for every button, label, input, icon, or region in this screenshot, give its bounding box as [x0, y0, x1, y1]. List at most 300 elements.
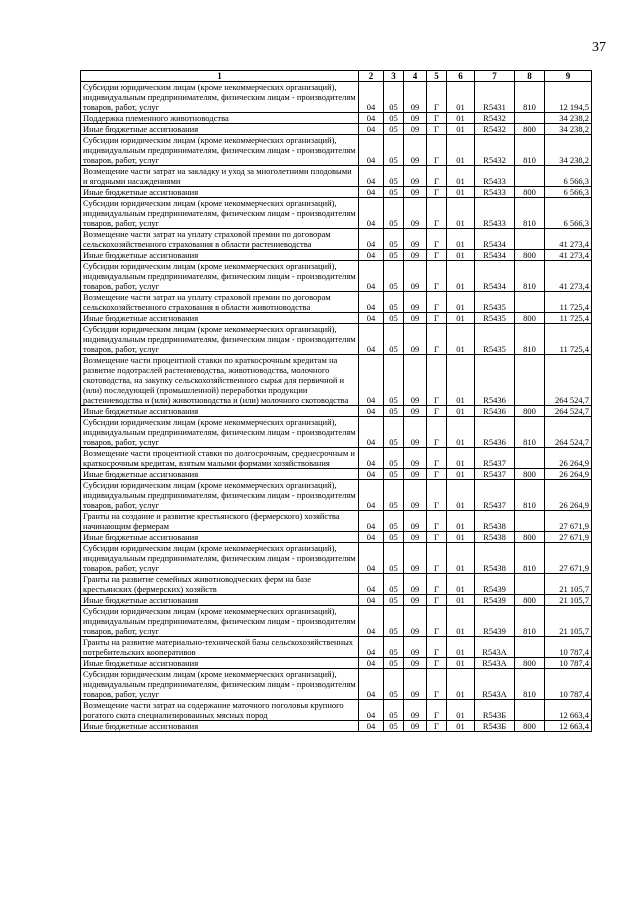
event-code: 01 — [447, 355, 475, 406]
column-header: 2 — [359, 71, 384, 82]
program-code: 09 — [404, 198, 427, 229]
program-code: 09 — [404, 721, 427, 732]
expense-type-code: 800 — [515, 469, 545, 480]
subprogram-code: Г — [427, 324, 447, 355]
event-code: 01 — [447, 124, 475, 135]
table-row — [81, 324, 592, 355]
expense-type-code — [515, 574, 545, 595]
subsection-code: 05 — [384, 480, 404, 511]
event-code: 01 — [447, 198, 475, 229]
amount: 34 238,2 — [545, 135, 592, 166]
table-row — [81, 595, 592, 606]
section-code: 04 — [359, 406, 384, 417]
subprogram-code: Г — [427, 82, 447, 113]
subsection-code: 05 — [384, 637, 404, 658]
target-code: R5436 — [475, 417, 515, 448]
event-code: 01 — [447, 261, 475, 292]
amount: 11 725,4 — [545, 292, 592, 313]
target-code: R5435 — [475, 324, 515, 355]
target-code: R543Б — [475, 721, 515, 732]
section-code: 04 — [359, 637, 384, 658]
subsection-code: 05 — [384, 198, 404, 229]
amount: 6 566,3 — [545, 198, 592, 229]
program-code: 09 — [404, 229, 427, 250]
event-code: 01 — [447, 82, 475, 113]
program-code: 09 — [404, 313, 427, 324]
table-row — [81, 292, 592, 313]
subsection-code: 05 — [384, 406, 404, 417]
target-code: R5432 — [475, 135, 515, 166]
expense-type-code — [515, 700, 545, 721]
column-header: 7 — [475, 71, 515, 82]
event-code: 01 — [447, 543, 475, 574]
section-code: 04 — [359, 543, 384, 574]
section-code: 04 — [359, 658, 384, 669]
target-code: R5432 — [475, 113, 515, 124]
event-code: 01 — [447, 480, 475, 511]
amount: 264 524,7 — [545, 355, 592, 406]
row-label: Возмещение части процентной ставки по долгосрочным, среднесрочным и краткосрочным кредитам, взятым малыми формами хозяйствования — [81, 448, 359, 469]
section-code: 04 — [359, 82, 384, 113]
subprogram-code: Г — [427, 313, 447, 324]
expense-type-code: 800 — [515, 595, 545, 606]
table-row — [81, 637, 592, 658]
expense-type-code: 810 — [515, 198, 545, 229]
expense-type-code: 800 — [515, 532, 545, 543]
row-label: Субсидии юридическим лицам (кроме некоммерческих организаций), индивидуальным предпринимателям, физическим лицам - производителям товаров, работ, услуг — [81, 135, 359, 166]
row-label: Возмещение части затрат на закладку и уход за многолетними плодовыми и ягодными насаждениями — [81, 166, 359, 187]
amount: 26 264,9 — [545, 480, 592, 511]
amount: 41 273,4 — [545, 229, 592, 250]
subsection-code: 05 — [384, 324, 404, 355]
expense-type-code — [515, 355, 545, 406]
subprogram-code: Г — [427, 229, 447, 250]
amount: 21 105,7 — [545, 595, 592, 606]
subsection-code: 05 — [384, 700, 404, 721]
row-label: Поддержка племенного животноводства — [81, 113, 359, 124]
table-row — [81, 532, 592, 543]
expense-type-code: 800 — [515, 313, 545, 324]
subprogram-code: Г — [427, 261, 447, 292]
target-code: R5439 — [475, 606, 515, 637]
target-code: R5433 — [475, 166, 515, 187]
program-code: 09 — [404, 574, 427, 595]
event-code: 01 — [447, 469, 475, 480]
table-row — [81, 355, 592, 406]
subprogram-code: Г — [427, 448, 447, 469]
program-code: 09 — [404, 448, 427, 469]
subsection-code: 05 — [384, 606, 404, 637]
subsection-code: 05 — [384, 261, 404, 292]
target-code: R5438 — [475, 511, 515, 532]
target-code: R5436 — [475, 406, 515, 417]
program-code: 09 — [404, 595, 427, 606]
row-label: Субсидии юридическим лицам (кроме некоммерческих организаций), индивидуальным предпринимателям, физическим лицам - производителям товаров, работ, услуг — [81, 198, 359, 229]
target-code: R5437 — [475, 448, 515, 469]
amount: 10 787,4 — [545, 658, 592, 669]
column-header: 6 — [447, 71, 475, 82]
target-code: R5435 — [475, 313, 515, 324]
program-code: 09 — [404, 166, 427, 187]
section-code: 04 — [359, 669, 384, 700]
subprogram-code: Г — [427, 292, 447, 313]
program-code: 09 — [404, 250, 427, 261]
row-label: Иные бюджетные ассигнования — [81, 187, 359, 198]
row-label: Субсидии юридическим лицам (кроме некоммерческих организаций), индивидуальным предпринимателям, физическим лицам - производителям товаров, работ, услуг — [81, 324, 359, 355]
target-code: R5436 — [475, 355, 515, 406]
program-code: 09 — [404, 511, 427, 532]
amount: 11 725,4 — [545, 313, 592, 324]
row-label: Иные бюджетные ассигнования — [81, 658, 359, 669]
expense-type-code — [515, 113, 545, 124]
expense-type-code: 800 — [515, 187, 545, 198]
row-label: Субсидии юридическим лицам (кроме некоммерческих организаций), индивидуальным предпринимателям, физическим лицам - производителям товаров, работ, услуг — [81, 480, 359, 511]
program-code: 09 — [404, 532, 427, 543]
program-code: 09 — [404, 135, 427, 166]
program-code: 09 — [404, 480, 427, 511]
row-label: Иные бюджетные ассигнования — [81, 721, 359, 732]
amount: 26 264,9 — [545, 469, 592, 480]
event-code: 01 — [447, 417, 475, 448]
table-row — [81, 406, 592, 417]
amount: 27 671,9 — [545, 532, 592, 543]
subsection-code: 05 — [384, 721, 404, 732]
event-code: 01 — [447, 166, 475, 187]
subprogram-code: Г — [427, 187, 447, 198]
section-code: 04 — [359, 113, 384, 124]
expense-type-code: 800 — [515, 658, 545, 669]
event-code: 01 — [447, 658, 475, 669]
expense-type-code: 810 — [515, 417, 545, 448]
target-code: R5438 — [475, 532, 515, 543]
amount: 12 194,5 — [545, 82, 592, 113]
row-label: Гранты на развитие семейных животноводческих ферм на базе крестьянских (фермерских) хозяйств — [81, 574, 359, 595]
row-label: Иные бюджетные ассигнования — [81, 250, 359, 261]
event-code: 01 — [447, 406, 475, 417]
target-code: R5438 — [475, 543, 515, 574]
table-row — [81, 113, 592, 124]
program-code: 09 — [404, 292, 427, 313]
program-code: 09 — [404, 469, 427, 480]
subsection-code: 05 — [384, 355, 404, 406]
amount: 6 566,3 — [545, 187, 592, 198]
event-code: 01 — [447, 532, 475, 543]
amount: 26 264,9 — [545, 448, 592, 469]
amount: 41 273,4 — [545, 261, 592, 292]
target-code: R5439 — [475, 574, 515, 595]
target-code: R5439 — [475, 595, 515, 606]
section-code: 04 — [359, 721, 384, 732]
event-code: 01 — [447, 606, 475, 637]
row-label: Возмещение части затрат на уплату страховой премии по договорам сельскохозяйственного страхования в области животноводства — [81, 292, 359, 313]
expense-type-code — [515, 166, 545, 187]
row-label: Иные бюджетные ассигнования — [81, 124, 359, 135]
amount: 21 105,7 — [545, 606, 592, 637]
expense-type-code: 810 — [515, 82, 545, 113]
amount: 21 105,7 — [545, 574, 592, 595]
subprogram-code: Г — [427, 198, 447, 229]
section-code: 04 — [359, 448, 384, 469]
expense-type-code: 810 — [515, 669, 545, 700]
subprogram-code: Г — [427, 124, 447, 135]
subprogram-code: Г — [427, 669, 447, 700]
subprogram-code: Г — [427, 637, 447, 658]
subprogram-code: Г — [427, 721, 447, 732]
section-code: 04 — [359, 574, 384, 595]
section-code: 04 — [359, 700, 384, 721]
section-code: 04 — [359, 480, 384, 511]
subsection-code: 05 — [384, 82, 404, 113]
row-label: Возмещение части затрат на содержание маточного поголовья крупного рогатого скота специализированных мясных пород — [81, 700, 359, 721]
row-label: Возмещение части процентной ставки по краткосрочным кредитам на развитие подотраслей растениеводства, животноводства, молочного скотоводства, на закупку сельскохозяйственного сырья для первичной и (или) последующей (промышленной) переработки продукции растениеводства и (или) животноводства и (или) молочного скотоводства — [81, 355, 359, 406]
target-code: R5434 — [475, 229, 515, 250]
column-header: 9 — [545, 71, 592, 82]
subprogram-code: Г — [427, 469, 447, 480]
subprogram-code: Г — [427, 480, 447, 511]
subprogram-code: Г — [427, 574, 447, 595]
target-code: R5435 — [475, 292, 515, 313]
section-code: 04 — [359, 355, 384, 406]
event-code: 01 — [447, 637, 475, 658]
column-header: 8 — [515, 71, 545, 82]
section-code: 04 — [359, 292, 384, 313]
section-code: 04 — [359, 324, 384, 355]
section-code: 04 — [359, 595, 384, 606]
column-header-row — [81, 71, 592, 82]
program-code: 09 — [404, 324, 427, 355]
subsection-code: 05 — [384, 532, 404, 543]
program-code: 09 — [404, 261, 427, 292]
subsection-code: 05 — [384, 417, 404, 448]
column-header: 5 — [427, 71, 447, 82]
subsection-code: 05 — [384, 448, 404, 469]
expense-type-code — [515, 292, 545, 313]
row-label: Субсидии юридическим лицам (кроме некоммерческих организаций), индивидуальным предпринимателям, физическим лицам - производителям товаров, работ, услуг — [81, 669, 359, 700]
budget-table — [80, 70, 592, 732]
subsection-code: 05 — [384, 229, 404, 250]
subsection-code: 05 — [384, 313, 404, 324]
table-row — [81, 124, 592, 135]
subprogram-code: Г — [427, 355, 447, 406]
subprogram-code: Г — [427, 543, 447, 574]
table-row — [81, 480, 592, 511]
event-code: 01 — [447, 595, 475, 606]
subprogram-code: Г — [427, 135, 447, 166]
program-code: 09 — [404, 669, 427, 700]
table-row — [81, 469, 592, 480]
table-row — [81, 82, 592, 113]
event-code: 01 — [447, 229, 475, 250]
row-label: Иные бюджетные ассигнования — [81, 595, 359, 606]
target-code: R5431 — [475, 82, 515, 113]
row-label: Иные бюджетные ассигнования — [81, 406, 359, 417]
expense-type-code: 800 — [515, 250, 545, 261]
page-number: 37 — [592, 40, 606, 55]
section-code: 04 — [359, 606, 384, 637]
section-code: 04 — [359, 124, 384, 135]
expense-type-code: 810 — [515, 261, 545, 292]
table-row — [81, 543, 592, 574]
event-code: 01 — [447, 448, 475, 469]
expense-type-code — [515, 229, 545, 250]
table-row — [81, 700, 592, 721]
event-code: 01 — [447, 187, 475, 198]
event-code: 01 — [447, 721, 475, 732]
table-row — [81, 658, 592, 669]
target-code: R5432 — [475, 124, 515, 135]
section-code: 04 — [359, 135, 384, 166]
table-row — [81, 250, 592, 261]
subprogram-code: Г — [427, 166, 447, 187]
subprogram-code: Г — [427, 532, 447, 543]
event-code: 01 — [447, 700, 475, 721]
section-code: 04 — [359, 532, 384, 543]
program-code: 09 — [404, 637, 427, 658]
event-code: 01 — [447, 113, 475, 124]
target-code: R543А — [475, 637, 515, 658]
expense-type-code: 800 — [515, 721, 545, 732]
amount: 12 663,4 — [545, 700, 592, 721]
event-code: 01 — [447, 292, 475, 313]
event-code: 01 — [447, 574, 475, 595]
event-code: 01 — [447, 324, 475, 355]
target-code: R5433 — [475, 187, 515, 198]
expense-type-code: 810 — [515, 324, 545, 355]
subprogram-code: Г — [427, 595, 447, 606]
amount: 6 566,3 — [545, 166, 592, 187]
target-code: R543Б — [475, 700, 515, 721]
program-code: 09 — [404, 417, 427, 448]
table-body — [81, 82, 592, 732]
table-row — [81, 261, 592, 292]
section-code: 04 — [359, 250, 384, 261]
program-code: 09 — [404, 406, 427, 417]
row-label: Иные бюджетные ассигнования — [81, 469, 359, 480]
row-label: Субсидии юридическим лицам (кроме некоммерческих организаций), индивидуальным предпринимателям, физическим лицам - производителям товаров, работ, услуг — [81, 261, 359, 292]
row-label: Иные бюджетные ассигнования — [81, 532, 359, 543]
table-row — [81, 721, 592, 732]
amount: 264 524,7 — [545, 417, 592, 448]
program-code: 09 — [404, 606, 427, 637]
section-code: 04 — [359, 166, 384, 187]
section-code: 04 — [359, 417, 384, 448]
subsection-code: 05 — [384, 187, 404, 198]
row-label: Субсидии юридическим лицам (кроме некоммерческих организаций), индивидуальным предпринимателям, физическим лицам - производителям товаров, работ, услуг — [81, 417, 359, 448]
expense-type-code — [515, 511, 545, 532]
table-row — [81, 166, 592, 187]
column-header: 1 — [81, 71, 359, 82]
row-label: Возмещение части затрат на уплату страховой премии по договорам сельскохозяйственного страхования в области растениеводства — [81, 229, 359, 250]
program-code: 09 — [404, 187, 427, 198]
row-label: Субсидии юридическим лицам (кроме некоммерческих организаций), индивидуальным предпринимателям, физическим лицам - производителям товаров, работ, услуг — [81, 543, 359, 574]
subsection-code: 05 — [384, 250, 404, 261]
target-code: R5437 — [475, 480, 515, 511]
amount: 27 671,9 — [545, 543, 592, 574]
table-row — [81, 669, 592, 700]
section-code: 04 — [359, 187, 384, 198]
subsection-code: 05 — [384, 669, 404, 700]
section-code: 04 — [359, 313, 384, 324]
subprogram-code: Г — [427, 417, 447, 448]
subsection-code: 05 — [384, 574, 404, 595]
expense-type-code: 810 — [515, 480, 545, 511]
target-code: R5437 — [475, 469, 515, 480]
row-label: Гранты на развитие материально-технической базы сельскохозяйственных потребительских кооперативов — [81, 637, 359, 658]
subsection-code: 05 — [384, 595, 404, 606]
expense-type-code — [515, 637, 545, 658]
subsection-code: 05 — [384, 135, 404, 166]
event-code: 01 — [447, 313, 475, 324]
row-label: Иные бюджетные ассигнования — [81, 313, 359, 324]
subsection-code: 05 — [384, 166, 404, 187]
table-row — [81, 229, 592, 250]
expense-type-code: 810 — [515, 606, 545, 637]
section-code: 04 — [359, 469, 384, 480]
subprogram-code: Г — [427, 700, 447, 721]
expense-type-code: 800 — [515, 406, 545, 417]
subsection-code: 05 — [384, 658, 404, 669]
amount: 41 273,4 — [545, 250, 592, 261]
subprogram-code: Г — [427, 406, 447, 417]
target-code: R5434 — [475, 261, 515, 292]
table-row — [81, 511, 592, 532]
event-code: 01 — [447, 135, 475, 166]
table-row — [81, 187, 592, 198]
event-code: 01 — [447, 669, 475, 700]
expense-type-code: 810 — [515, 543, 545, 574]
section-code: 04 — [359, 261, 384, 292]
target-code: R543А — [475, 669, 515, 700]
subsection-code: 05 — [384, 124, 404, 135]
subsection-code: 05 — [384, 113, 404, 124]
subsection-code: 05 — [384, 543, 404, 574]
table-row — [81, 606, 592, 637]
program-code: 09 — [404, 82, 427, 113]
column-header: 3 — [384, 71, 404, 82]
program-code: 09 — [404, 355, 427, 406]
amount: 34 238,2 — [545, 113, 592, 124]
expense-type-code: 800 — [515, 124, 545, 135]
event-code: 01 — [447, 511, 475, 532]
amount: 12 663,4 — [545, 721, 592, 732]
target-code: R5434 — [475, 250, 515, 261]
expense-type-code: 810 — [515, 135, 545, 166]
program-code: 09 — [404, 658, 427, 669]
target-code: R5433 — [475, 198, 515, 229]
subprogram-code: Г — [427, 606, 447, 637]
subsection-code: 05 — [384, 292, 404, 313]
amount: 10 787,4 — [545, 669, 592, 700]
table-row — [81, 198, 592, 229]
table-row — [81, 448, 592, 469]
amount: 27 671,9 — [545, 511, 592, 532]
section-code: 04 — [359, 229, 384, 250]
subsection-code: 05 — [384, 469, 404, 480]
subprogram-code: Г — [427, 250, 447, 261]
row-label: Субсидии юридическим лицам (кроме некоммерческих организаций), индивидуальным предпринимателям, физическим лицам - производителям товаров, работ, услуг — [81, 606, 359, 637]
section-code: 04 — [359, 198, 384, 229]
program-code: 09 — [404, 700, 427, 721]
subprogram-code: Г — [427, 511, 447, 532]
table-row — [81, 417, 592, 448]
table-row — [81, 135, 592, 166]
table-row — [81, 313, 592, 324]
subprogram-code: Г — [427, 113, 447, 124]
row-label: Субсидии юридическим лицам (кроме некоммерческих организаций), индивидуальным предпринимателям, физическим лицам - производителям товаров, работ, услуг — [81, 82, 359, 113]
table-row — [81, 574, 592, 595]
program-code: 09 — [404, 113, 427, 124]
expense-type-code — [515, 448, 545, 469]
